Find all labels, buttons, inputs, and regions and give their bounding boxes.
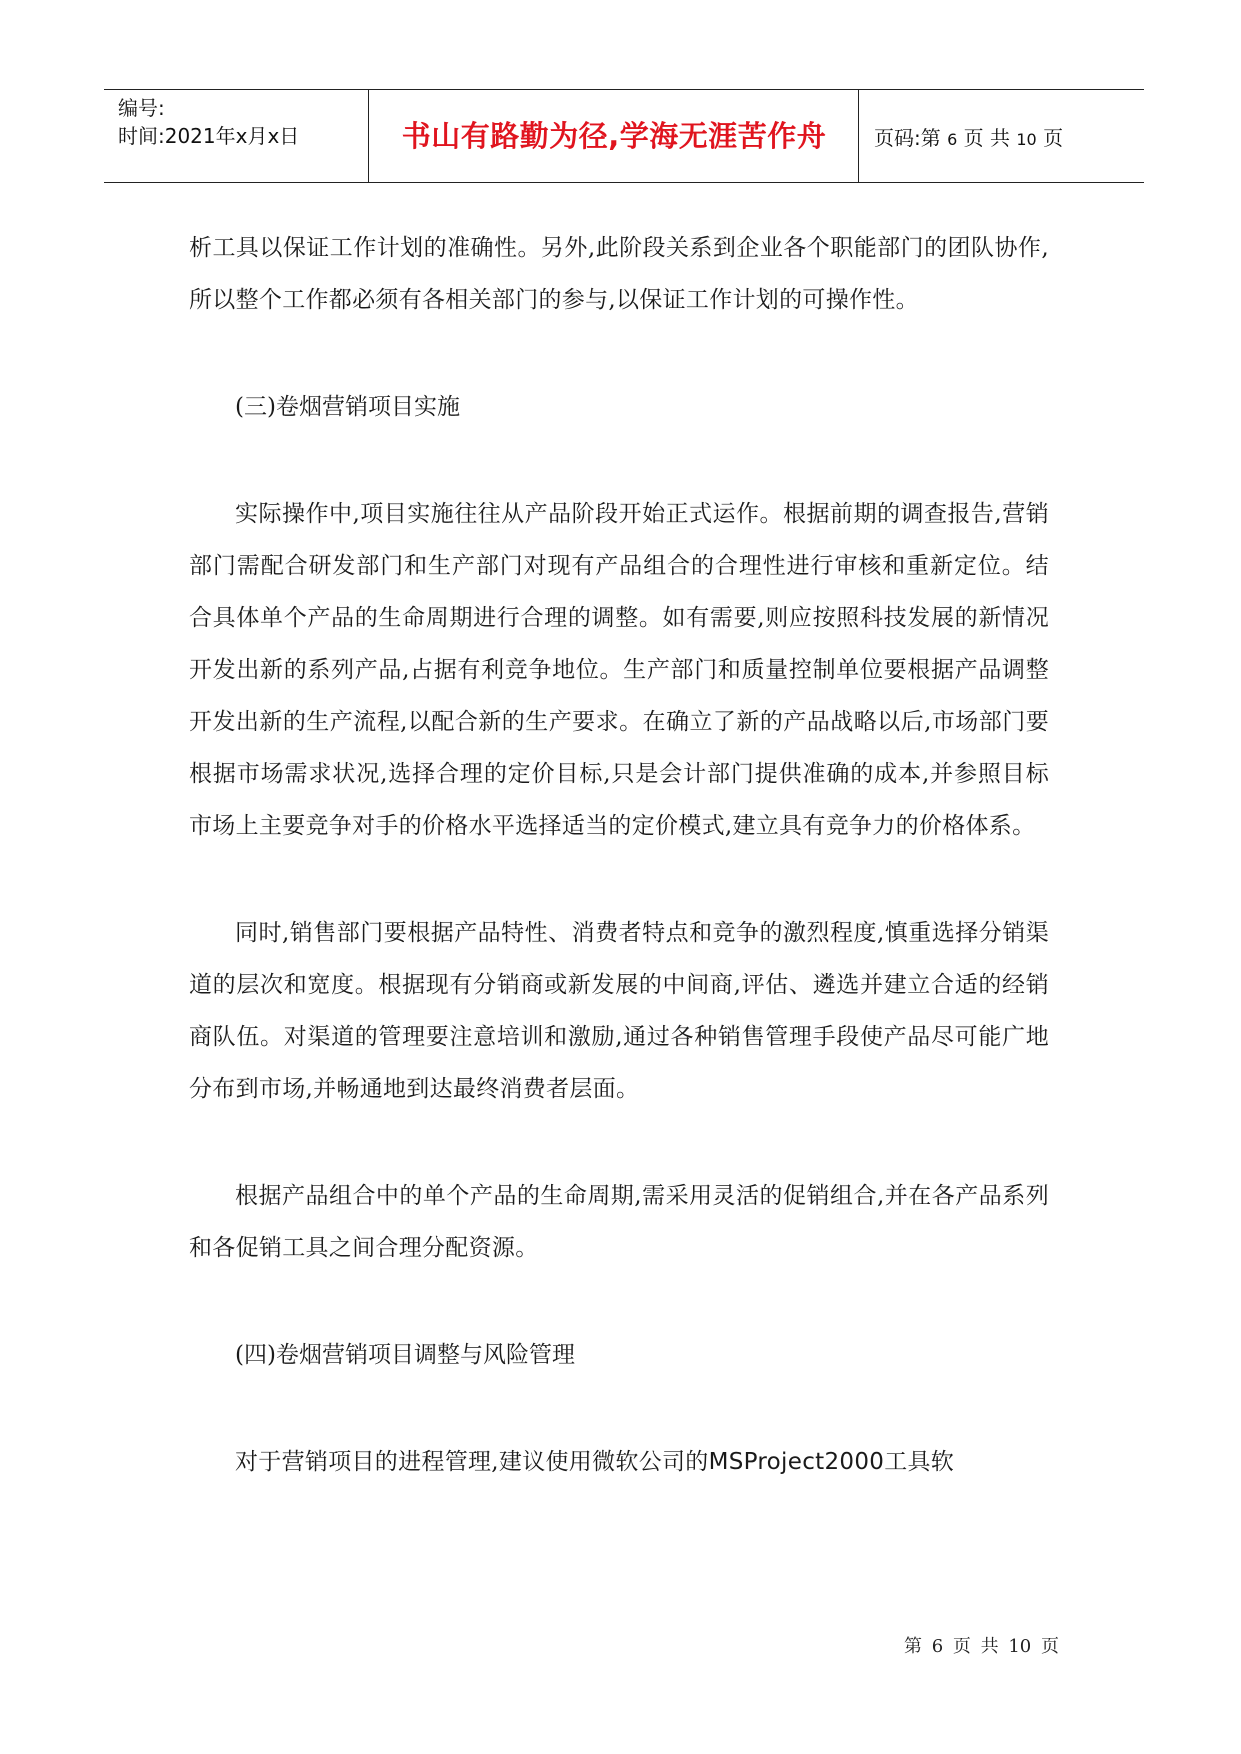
page-footer: 第 6 页 共 10 页 (904, 1636, 1059, 1657)
document-number-label: 编号: (118, 96, 165, 120)
header-divider (368, 90, 369, 182)
software-name: MSProject2000 (708, 1449, 885, 1475)
paragraph-promotion: 根据产品组合中的单个产品的生命周期,需采用灵活的促销组合,并在各产品系列和各促销工具之间合理分配资源。 (189, 1183, 1049, 1261)
paragraph-project-management (189, 1436, 1049, 1488)
page-middle: 页 共 (963, 126, 1011, 150)
paragraph-distribution: 同时,销售部门要根据产品特性、消费者特点和竞争的激烈程度,慎重选择分销渠道的层次和宽度。根据现有分销商或新发展的中间商,评估、遴选并建立合适的经销商队伍。对渠道的管理要注意培训和激励,通过各种销售管理手段使产品尽可能广地分布到市场,并畅通地到达最终消费者层面。 (189, 920, 1049, 1102)
paragraph-continuation: 析工具以保证工作计划的准确性。另外,此阶段关系到企业各个职能部门的团队协作,所以整个工作都必须有各相关部门的参与,以保证工作计划的可操作性。 (189, 235, 1049, 313)
page-total: 10 (1016, 130, 1037, 149)
document-time-label: 时间:2021年x月x日 (118, 124, 300, 148)
header-meta (118, 94, 299, 150)
page-current: 6 (947, 130, 958, 149)
paragraph-text: 工具软 (884, 1449, 955, 1475)
header-divider (858, 90, 859, 182)
section-heading-4: (四)卷烟营销项目调整与风险管理 (235, 1342, 575, 1368)
document-body (189, 222, 1049, 1543)
section-heading-3: (三)卷烟营销项目实施 (235, 394, 460, 420)
page-header (104, 89, 1144, 183)
page-suffix: 页 (1043, 126, 1064, 150)
paragraph-text: 对于营销项目的进程管理,建议使用微软公司的 (235, 1449, 709, 1475)
paragraph-implementation: 实际操作中,项目实施往往从产品阶段开始正式运作。根据前期的调查报告,营销部门需配合研发部门和生产部门对现有产品组合的合理性进行审核和重新定位。结合具体单个产品的生命周期进行合理的调整。如有需要,则应按照科技发展的新情况开发出新的系列产品,占据有利竞争地位。生产部门和质量控制单位要根据产品调整开发出新的生产流程,以配合新的生产要求。在确立了新的产品战略以后,市场部门要根据市场需求状况,选择合理的定价目标,只是会计部门提供准确的成本,并参照目标市场上主要竞争对手的价格水平选择适当的定价模式,建立具有竞争力的价格体系。 (189, 501, 1049, 839)
page-prefix: 页码:第 (874, 126, 941, 150)
header-motto: 书山有路勤为径,学海无涯苦作舟 (401, 119, 827, 153)
header-page-indicator (874, 90, 1063, 182)
